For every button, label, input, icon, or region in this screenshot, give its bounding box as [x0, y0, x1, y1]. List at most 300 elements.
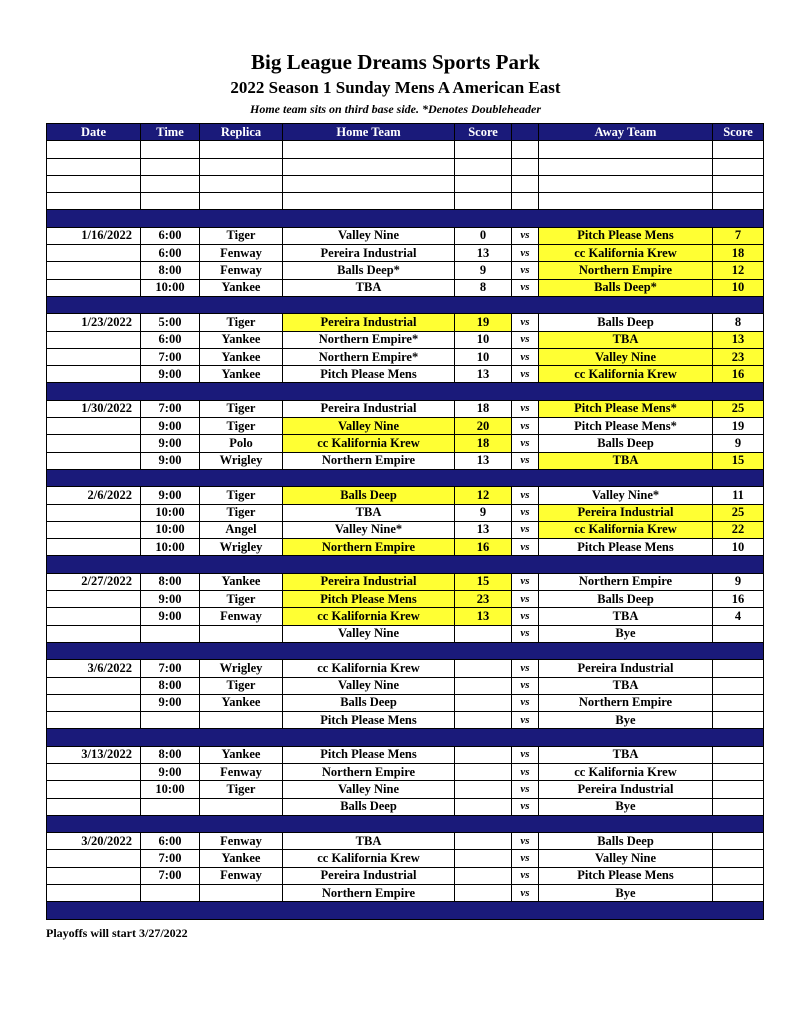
empty-cell — [47, 141, 141, 158]
separator-cell — [47, 296, 764, 313]
date-cell — [47, 712, 141, 729]
away-team-cell: cc Kalifornia Krew — [539, 245, 713, 262]
header-row — [47, 124, 764, 141]
game-row — [47, 625, 764, 642]
empty-cell — [455, 175, 512, 192]
date-cell — [47, 331, 141, 348]
game-row — [47, 521, 764, 538]
home-team-cell: Pitch Please Mens — [283, 366, 455, 383]
time-cell: 8:00 — [141, 677, 200, 694]
empty-cell — [47, 175, 141, 192]
game-row — [47, 660, 764, 677]
replica-cell — [200, 798, 283, 815]
schedule-body — [47, 141, 764, 919]
away-team-cell: Balls Deep — [539, 314, 713, 331]
time-cell: 10:00 — [141, 279, 200, 296]
home-score-cell: 18 — [455, 435, 512, 452]
replica-cell: Wrigley — [200, 452, 283, 469]
date-cell: 1/16/2022 — [47, 227, 141, 244]
game-row — [47, 539, 764, 556]
away-score-cell — [713, 781, 764, 798]
away-score-cell — [713, 885, 764, 902]
home-score-cell — [455, 746, 512, 763]
away-score-cell — [713, 712, 764, 729]
time-cell: 9:00 — [141, 608, 200, 625]
page-title: Big League Dreams Sports Park — [251, 50, 540, 74]
time-cell: 7:00 — [141, 850, 200, 867]
vs-cell: vs — [512, 781, 539, 798]
page-subtitle: 2022 Season 1 Sunday Mens A American East — [230, 78, 561, 97]
vs-cell: vs — [512, 279, 539, 296]
date-cell — [47, 435, 141, 452]
vs-cell: vs — [512, 712, 539, 729]
replica-cell: Fenway — [200, 763, 283, 780]
game-row — [47, 781, 764, 798]
game-row — [47, 487, 764, 504]
playoffs-note: Playoffs will start 3/27/2022 — [46, 926, 188, 940]
home-team-cell: TBA — [283, 504, 455, 521]
game-row — [47, 227, 764, 244]
empty-cell — [455, 193, 512, 210]
home-score-cell: 9 — [455, 262, 512, 279]
game-row — [47, 833, 764, 850]
time-cell: 9:00 — [141, 763, 200, 780]
home-score-cell: 9 — [455, 504, 512, 521]
home-team-cell: Valley Nine — [283, 227, 455, 244]
date-cell — [47, 245, 141, 262]
date-cell — [47, 504, 141, 521]
home-score-cell: 8 — [455, 279, 512, 296]
home-score-cell: 13 — [455, 521, 512, 538]
home-team-cell: Valley Nine* — [283, 521, 455, 538]
away-team-cell: cc Kalifornia Krew — [539, 366, 713, 383]
empty-cell — [141, 141, 200, 158]
home-team-cell: Pitch Please Mens — [283, 746, 455, 763]
game-row — [47, 245, 764, 262]
empty-cell — [539, 141, 713, 158]
away-score-cell: 9 — [713, 573, 764, 590]
home-team-cell: Pitch Please Mens — [283, 712, 455, 729]
game-row — [47, 712, 764, 729]
away-score-cell: 22 — [713, 521, 764, 538]
home-score-cell — [455, 885, 512, 902]
away-team-cell: Pitch Please Mens — [539, 539, 713, 556]
replica-cell: Tiger — [200, 781, 283, 798]
away-team-cell: Northern Empire — [539, 262, 713, 279]
time-cell: 8:00 — [141, 573, 200, 590]
away-team-cell: Pereira Industrial — [539, 781, 713, 798]
vs-cell: vs — [512, 833, 539, 850]
separator-cell — [47, 210, 764, 227]
home-score-cell — [455, 660, 512, 677]
away-team-cell: Pitch Please Mens* — [539, 418, 713, 435]
home-team-cell: Northern Empire* — [283, 348, 455, 365]
home-team-cell: Balls Deep — [283, 798, 455, 815]
replica-cell: Fenway — [200, 867, 283, 884]
away-score-cell: 16 — [713, 366, 764, 383]
home-score-cell: 20 — [455, 418, 512, 435]
away-score-cell: 7 — [713, 227, 764, 244]
empty-cell — [283, 193, 455, 210]
vs-cell: vs — [512, 348, 539, 365]
empty-cell — [283, 175, 455, 192]
vs-cell: vs — [512, 660, 539, 677]
replica-cell: Fenway — [200, 262, 283, 279]
away-score-cell: 18 — [713, 245, 764, 262]
away-team-cell: Balls Deep* — [539, 279, 713, 296]
empty-cell — [713, 141, 764, 158]
time-cell: 6:00 — [141, 331, 200, 348]
away-score-cell: 12 — [713, 262, 764, 279]
game-row — [47, 314, 764, 331]
home-score-cell — [455, 763, 512, 780]
away-team-cell: Bye — [539, 712, 713, 729]
date-cell — [47, 418, 141, 435]
time-cell — [141, 798, 200, 815]
vs-cell: vs — [512, 798, 539, 815]
col-header-away-score: Score — [713, 124, 764, 141]
time-cell: 9:00 — [141, 487, 200, 504]
away-score-cell: 11 — [713, 487, 764, 504]
date-cell — [47, 763, 141, 780]
time-cell — [141, 885, 200, 902]
home-team-cell: Balls Deep — [283, 487, 455, 504]
date-cell — [47, 591, 141, 608]
away-team-cell: Pitch Please Mens — [539, 227, 713, 244]
replica-cell: Tiger — [200, 487, 283, 504]
week-separator-row — [47, 642, 764, 659]
time-cell: 9:00 — [141, 694, 200, 711]
col-header-date: Date — [47, 124, 141, 141]
schedule-table — [46, 123, 764, 920]
home-team-cell: Northern Empire* — [283, 331, 455, 348]
empty-cell — [141, 175, 200, 192]
away-team-cell: Pereira Industrial — [539, 504, 713, 521]
away-team-cell: Valley Nine — [539, 850, 713, 867]
date-cell — [47, 608, 141, 625]
week-separator-row — [47, 296, 764, 313]
home-score-cell — [455, 798, 512, 815]
replica-cell: Yankee — [200, 573, 283, 590]
away-score-cell — [713, 833, 764, 850]
game-row — [47, 573, 764, 590]
away-score-cell — [713, 850, 764, 867]
replica-cell: Tiger — [200, 314, 283, 331]
col-header-vs — [512, 124, 539, 141]
replica-cell: Tiger — [200, 400, 283, 417]
game-row — [47, 504, 764, 521]
time-cell — [141, 625, 200, 642]
date-cell — [47, 885, 141, 902]
date-cell — [47, 850, 141, 867]
away-score-cell — [713, 694, 764, 711]
away-team-cell: TBA — [539, 331, 713, 348]
date-cell — [47, 521, 141, 538]
date-cell: 1/23/2022 — [47, 314, 141, 331]
game-row — [47, 763, 764, 780]
vs-cell: vs — [512, 694, 539, 711]
away-score-cell — [713, 867, 764, 884]
empty-cell — [512, 141, 539, 158]
empty-cell — [200, 193, 283, 210]
game-row — [47, 608, 764, 625]
replica-cell: Wrigley — [200, 539, 283, 556]
time-cell: 9:00 — [141, 418, 200, 435]
date-cell: 2/27/2022 — [47, 573, 141, 590]
date-cell — [47, 452, 141, 469]
home-team-cell: Northern Empire — [283, 763, 455, 780]
date-cell: 1/30/2022 — [47, 400, 141, 417]
separator-cell — [47, 383, 764, 400]
col-header-away-team: Away Team — [539, 124, 713, 141]
date-cell: 3/13/2022 — [47, 746, 141, 763]
time-cell: 6:00 — [141, 227, 200, 244]
away-team-cell: Valley Nine* — [539, 487, 713, 504]
home-team-cell: Pereira Industrial — [283, 867, 455, 884]
game-row — [47, 366, 764, 383]
vs-cell: vs — [512, 850, 539, 867]
empty-cell — [539, 175, 713, 192]
away-team-cell: TBA — [539, 677, 713, 694]
replica-cell: Yankee — [200, 746, 283, 763]
away-score-cell: 13 — [713, 331, 764, 348]
home-score-cell: 10 — [455, 331, 512, 348]
replica-cell: Fenway — [200, 608, 283, 625]
time-cell: 9:00 — [141, 591, 200, 608]
away-score-cell: 25 — [713, 400, 764, 417]
date-cell — [47, 677, 141, 694]
separator-cell — [47, 902, 764, 919]
replica-cell — [200, 712, 283, 729]
game-row — [47, 677, 764, 694]
home-score-cell — [455, 625, 512, 642]
home-team-cell: Valley Nine — [283, 625, 455, 642]
home-team-cell: Northern Empire — [283, 452, 455, 469]
home-score-cell — [455, 833, 512, 850]
home-score-cell: 0 — [455, 227, 512, 244]
time-cell: 9:00 — [141, 366, 200, 383]
home-team-cell: Balls Deep* — [283, 262, 455, 279]
date-cell — [47, 366, 141, 383]
empty-cell — [512, 193, 539, 210]
replica-cell: Yankee — [200, 348, 283, 365]
replica-cell: Tiger — [200, 591, 283, 608]
home-team-cell: cc Kalifornia Krew — [283, 850, 455, 867]
replica-cell: Yankee — [200, 279, 283, 296]
week-separator-row — [47, 902, 764, 919]
date-cell — [47, 625, 141, 642]
away-team-cell: Bye — [539, 625, 713, 642]
game-row — [47, 850, 764, 867]
away-team-cell: TBA — [539, 746, 713, 763]
empty-cell — [713, 193, 764, 210]
home-score-cell: 12 — [455, 487, 512, 504]
away-score-cell: 8 — [713, 314, 764, 331]
home-team-cell: Valley Nine — [283, 418, 455, 435]
game-row — [47, 694, 764, 711]
time-cell: 10:00 — [141, 781, 200, 798]
game-row — [47, 746, 764, 763]
home-team-cell: cc Kalifornia Krew — [283, 660, 455, 677]
vs-cell: vs — [512, 539, 539, 556]
replica-cell: Polo — [200, 435, 283, 452]
empty-cell — [512, 158, 539, 175]
time-cell: 7:00 — [141, 660, 200, 677]
replica-cell: Yankee — [200, 850, 283, 867]
vs-cell: vs — [512, 400, 539, 417]
replica-cell: Yankee — [200, 694, 283, 711]
game-row — [47, 331, 764, 348]
away-score-cell: 16 — [713, 591, 764, 608]
vs-cell: vs — [512, 504, 539, 521]
vs-cell: vs — [512, 763, 539, 780]
away-team-cell: Bye — [539, 798, 713, 815]
away-team-cell: Pereira Industrial — [539, 660, 713, 677]
away-team-cell: Balls Deep — [539, 833, 713, 850]
vs-cell: vs — [512, 331, 539, 348]
vs-cell: vs — [512, 867, 539, 884]
col-header-home-score: Score — [455, 124, 512, 141]
empty-cell — [455, 158, 512, 175]
home-score-cell: 15 — [455, 573, 512, 590]
home-score-cell: 23 — [455, 591, 512, 608]
date-cell — [47, 262, 141, 279]
away-team-cell: Valley Nine — [539, 348, 713, 365]
week-separator-row — [47, 815, 764, 832]
away-score-cell — [713, 746, 764, 763]
empty-cell — [539, 158, 713, 175]
time-cell: 8:00 — [141, 746, 200, 763]
away-team-cell: Pitch Please Mens — [539, 867, 713, 884]
away-team-cell: TBA — [539, 608, 713, 625]
home-team-cell: Valley Nine — [283, 677, 455, 694]
vs-cell: vs — [512, 314, 539, 331]
vs-cell: vs — [512, 608, 539, 625]
vs-cell: vs — [512, 227, 539, 244]
game-row — [47, 279, 764, 296]
empty-cell — [283, 141, 455, 158]
time-cell: 10:00 — [141, 504, 200, 521]
empty-cell — [512, 175, 539, 192]
replica-cell: Tiger — [200, 418, 283, 435]
date-cell — [47, 694, 141, 711]
home-score-cell — [455, 850, 512, 867]
replica-cell — [200, 625, 283, 642]
game-row — [47, 435, 764, 452]
time-cell — [141, 712, 200, 729]
time-cell: 5:00 — [141, 314, 200, 331]
empty-cell — [47, 193, 141, 210]
home-score-cell — [455, 712, 512, 729]
replica-cell: Yankee — [200, 331, 283, 348]
away-score-cell: 19 — [713, 418, 764, 435]
empty-row — [47, 141, 764, 158]
home-team-cell: Pereira Industrial — [283, 400, 455, 417]
game-row — [47, 885, 764, 902]
vs-cell: vs — [512, 573, 539, 590]
week-separator-row — [47, 556, 764, 573]
time-cell: 10:00 — [141, 521, 200, 538]
game-row — [47, 400, 764, 417]
vs-cell: vs — [512, 452, 539, 469]
date-cell — [47, 798, 141, 815]
away-score-cell: 10 — [713, 279, 764, 296]
replica-cell: Tiger — [200, 677, 283, 694]
time-cell: 8:00 — [141, 262, 200, 279]
empty-cell — [200, 158, 283, 175]
vs-cell: vs — [512, 521, 539, 538]
separator-cell — [47, 642, 764, 659]
date-cell — [47, 279, 141, 296]
away-team-cell: TBA — [539, 452, 713, 469]
home-score-cell — [455, 694, 512, 711]
away-score-cell: 15 — [713, 452, 764, 469]
game-row — [47, 452, 764, 469]
game-row — [47, 418, 764, 435]
home-score-cell: 13 — [455, 452, 512, 469]
away-team-cell: Balls Deep — [539, 435, 713, 452]
time-cell: 6:00 — [141, 833, 200, 850]
empty-cell — [455, 141, 512, 158]
empty-cell — [47, 158, 141, 175]
home-score-cell — [455, 867, 512, 884]
away-score-cell: 9 — [713, 435, 764, 452]
col-header-time: Time — [141, 124, 200, 141]
date-cell: 2/6/2022 — [47, 487, 141, 504]
time-cell: 7:00 — [141, 348, 200, 365]
game-row — [47, 591, 764, 608]
away-score-cell — [713, 763, 764, 780]
home-team-cell: TBA — [283, 279, 455, 296]
separator-cell — [47, 556, 764, 573]
vs-cell: vs — [512, 262, 539, 279]
vs-cell: vs — [512, 591, 539, 608]
vs-cell: vs — [512, 885, 539, 902]
replica-cell: Fenway — [200, 245, 283, 262]
home-score-cell: 13 — [455, 608, 512, 625]
away-team-cell: Balls Deep — [539, 591, 713, 608]
home-score-cell: 13 — [455, 245, 512, 262]
home-score-cell: 16 — [455, 539, 512, 556]
replica-cell: Tiger — [200, 227, 283, 244]
header-note: Home team sits on third base side. *Denotes Doubleheader — [250, 102, 541, 116]
home-score-cell: 19 — [455, 314, 512, 331]
empty-row — [47, 193, 764, 210]
time-cell: 9:00 — [141, 452, 200, 469]
vs-cell: vs — [512, 418, 539, 435]
vs-cell: vs — [512, 487, 539, 504]
away-team-cell: Pitch Please Mens* — [539, 400, 713, 417]
away-score-cell — [713, 625, 764, 642]
home-team-cell: Pitch Please Mens — [283, 591, 455, 608]
away-team-cell: Northern Empire — [539, 694, 713, 711]
replica-cell: Fenway — [200, 833, 283, 850]
week-separator-row — [47, 469, 764, 486]
separator-cell — [47, 815, 764, 832]
replica-cell: Angel — [200, 521, 283, 538]
home-team-cell: cc Kalifornia Krew — [283, 435, 455, 452]
replica-cell: Yankee — [200, 366, 283, 383]
time-cell: 6:00 — [141, 245, 200, 262]
vs-cell: vs — [512, 366, 539, 383]
away-score-cell: 4 — [713, 608, 764, 625]
home-team-cell: Northern Empire — [283, 885, 455, 902]
vs-cell: vs — [512, 435, 539, 452]
empty-cell — [539, 193, 713, 210]
away-score-cell — [713, 798, 764, 815]
time-cell: 7:00 — [141, 867, 200, 884]
empty-cell — [200, 175, 283, 192]
